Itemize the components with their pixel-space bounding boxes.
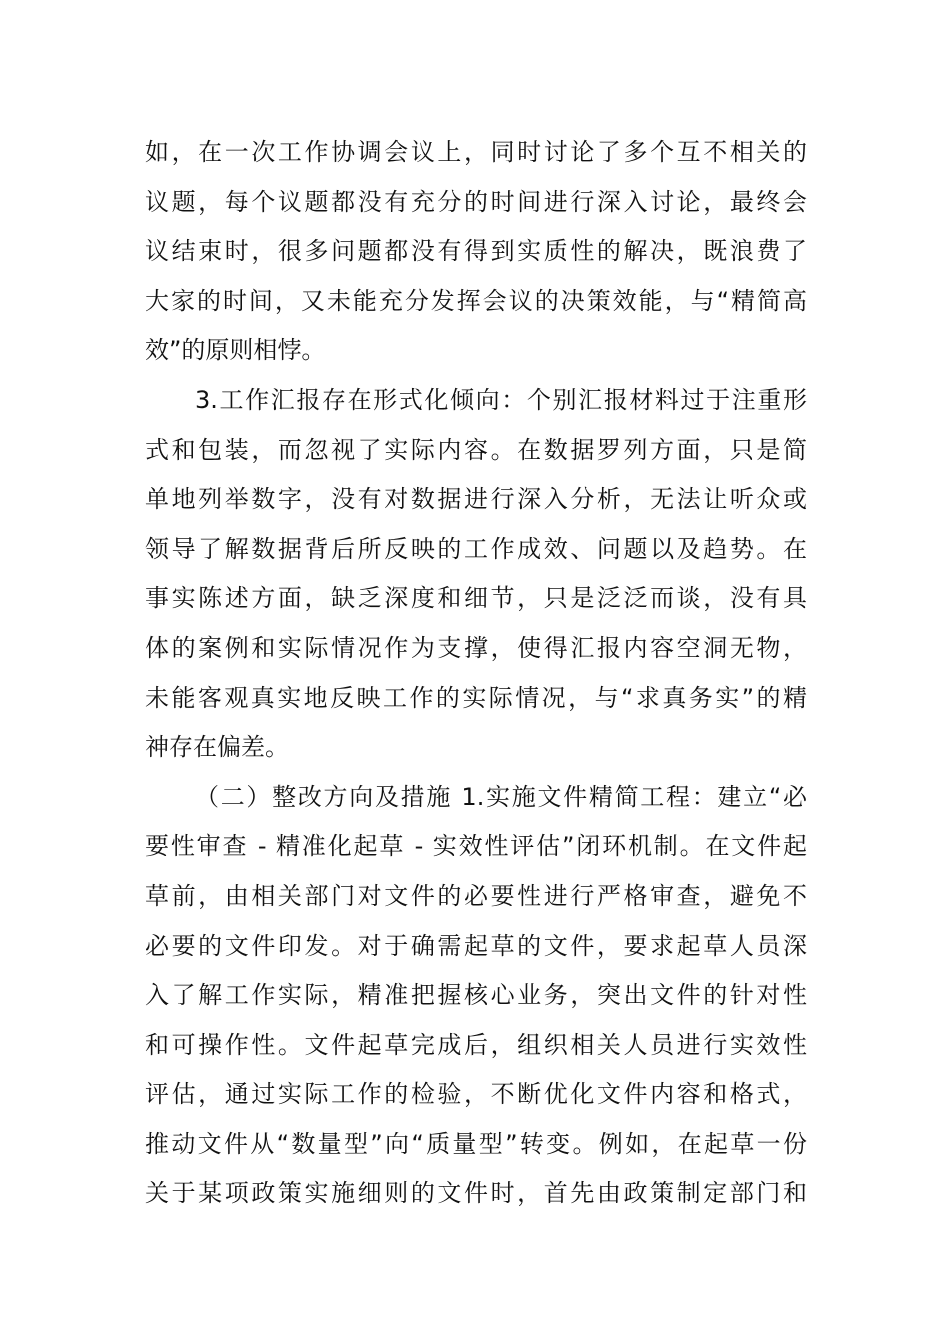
text-line: （二）整改方向及措施 1.实施文件精简工程：建立“必 (195, 782, 807, 811)
text-line: 领导了解数据背后所反映的工作成效、问题以及趋势。在 (145, 534, 807, 563)
text-line: 要性审查 - 精准化起草 - 实效性评估”闭环机制。在文件起 (145, 832, 807, 861)
text-line: 和可操作性。文件起草完成后，组织相关人员进行实效性 (145, 1030, 807, 1059)
text-line: 事实陈述方面，缺乏深度和细节，只是泛泛而谈，没有具 (145, 584, 807, 613)
text-line: 推动文件从“数量型”向“质量型”转变。例如，在起草一份 (145, 1129, 807, 1158)
text-line: 效”的原则相悖。 (145, 336, 326, 365)
document-page (145, 128, 807, 1219)
text-line: 式和包装，而忽视了实际内容。在数据罗列方面，只是简 (145, 435, 807, 464)
text-line: 未能客观真实地反映工作的实际情况，与“求真务实”的精 (145, 683, 807, 712)
text-line: 议题，每个议题都没有充分的时间进行深入讨论，最终会 (145, 187, 807, 216)
text-line: 如，在一次工作协调会议上，同时讨论了多个互不相关的 (145, 138, 807, 166)
text-line: 入了解工作实际，精准把握核心业务，突出文件的针对性 (145, 981, 807, 1010)
text-line: 3.工作汇报存在形式化倾向：个别汇报材料过于注重形 (195, 385, 807, 414)
text-line: 神存在偏差。 (145, 733, 289, 762)
text-line: 必要的文件印发。对于确需起草的文件，要求起草人员深 (145, 931, 807, 960)
text-line: 议结束时，很多问题都没有得到实质性的解决，既浪费了 (145, 237, 807, 266)
text-line: 关于某项政策实施细则的文件时，首先由政策制定部门和 (145, 1179, 807, 1208)
text-line: 草前，由相关部门对文件的必要性进行严格审查，避免不 (145, 881, 807, 910)
text-line: 体的案例和实际情况作为支撑，使得汇报内容空洞无物， (145, 633, 807, 662)
text-line: 大家的时间，又未能充分发挥会议的决策效能，与“精简高 (145, 286, 807, 315)
text-line: 评估，通过实际工作的检验，不断优化文件内容和格式， (145, 1080, 807, 1109)
text-line: 单地列举数字，没有对数据进行深入分析，无法让听众或 (145, 485, 807, 514)
